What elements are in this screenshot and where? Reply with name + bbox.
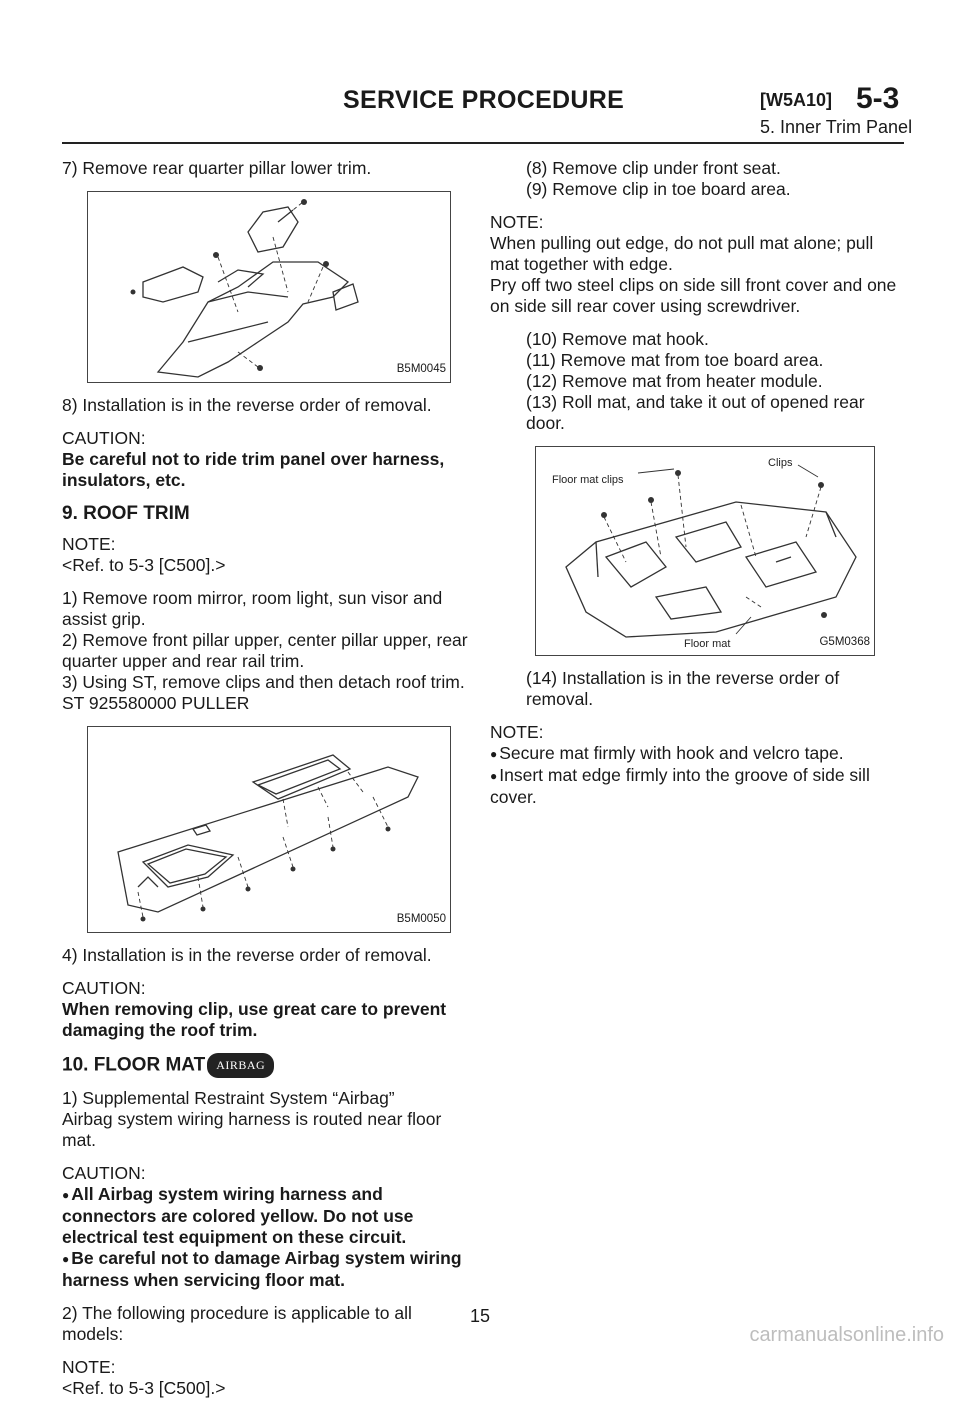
floor-mat-step-9: (9) Remove clip in toe board area. xyxy=(526,179,791,199)
note-label: NOTE: xyxy=(490,722,544,742)
floor-mat-step-1-detail: Airbag system wiring harness is routed near floor mat. xyxy=(62,1109,442,1150)
note-bullet: ● Insert mat edge firmly into the groove of side sill cover. xyxy=(490,765,905,808)
roof-trim-illustration xyxy=(88,727,450,932)
note-text: When pulling out edge, do not pull mat alone; pull mat together with edge. xyxy=(490,233,874,274)
floor-mat-step-13: (13) Roll mat, and take it out of opened rear door. xyxy=(526,392,865,433)
page-header xyxy=(0,0,960,137)
section-heading-floor-mat xyxy=(62,1053,477,1078)
note-label: NOTE: xyxy=(490,212,544,232)
special-tool: ST 925580000 PULLER xyxy=(62,693,250,713)
roof-trim-step-2: 2) Remove front pillar upper, center pillar upper, rear quarter upper and rear rail trim. xyxy=(62,630,468,671)
roof-trim-step-3: 3) Using ST, remove clips and then detach roof trim. xyxy=(62,672,465,692)
step-8: 8) Installation is in the reverse order of removal. xyxy=(62,395,432,415)
floor-mat-illustration xyxy=(536,447,874,655)
roof-trim-step-4: 4) Installation is in the reverse order of removal. xyxy=(62,945,432,965)
figure-caption: G5M0368 xyxy=(819,636,870,648)
watermark: carmanualsonline.info xyxy=(749,1324,944,1346)
page-title: SERVICE PROCEDURE xyxy=(343,86,625,114)
caution-label: CAUTION: xyxy=(62,1163,146,1183)
figure-roof-trim xyxy=(87,726,451,933)
caution-label: CAUTION: xyxy=(62,978,146,998)
figure-caption: B5M0050 xyxy=(396,913,446,925)
floor-mat-step-2: 2) The following procedure is applicable to all models: xyxy=(62,1303,412,1344)
floor-mat-step-8: (8) Remove clip under front seat. xyxy=(526,158,781,178)
figure-floor-mat xyxy=(535,446,875,656)
note-text: Pry off two steel clips on side sill front cover and one on side sill rear cover using screwdriver. xyxy=(490,275,897,316)
fig-label-floor-mat-clips: Floor mat clips xyxy=(552,474,624,486)
floor-mat-step-10: (10) Remove mat hook. xyxy=(526,329,709,349)
section-number: 5-3 xyxy=(856,82,900,115)
floor-mat-step-11: (11) Remove mat from toe board area. xyxy=(526,350,824,370)
figure-caption: B5M0045 xyxy=(396,363,446,375)
caution-bullet: ● Be careful not to damage Airbag system wiring harness when servicing floor mat. xyxy=(62,1248,477,1291)
section-heading-roof-trim: 9. ROOF TRIM xyxy=(62,503,190,524)
note-label: NOTE: xyxy=(62,1357,116,1377)
floor-mat-step-14: (14) Installation is in the reverse order of removal. xyxy=(526,668,840,709)
caution-text: Be careful not to ride trim panel over harness, insulators, etc. xyxy=(62,449,445,490)
roof-trim-step-1: 1) Remove room mirror, room light, sun visor and assist grip. xyxy=(62,588,443,629)
floor-mat-step-12: (12) Remove mat from heater module. xyxy=(526,371,823,391)
caution-label: CAUTION: xyxy=(62,428,146,448)
fig-label-clips: Clips xyxy=(768,457,793,469)
section-code: [W5A10] xyxy=(760,90,833,110)
note-label: NOTE: xyxy=(62,534,116,554)
note-bullet: ● Secure mat firmly with hook and velcro tape. xyxy=(490,743,905,765)
airbag-icon: AIRBAG xyxy=(207,1053,274,1078)
step-7: 7) Remove rear quarter pillar lower trim. xyxy=(62,158,372,178)
right-column xyxy=(490,158,905,820)
page-number: 15 xyxy=(470,1306,491,1326)
note-ref: <Ref. to 5-3 [C500].> xyxy=(62,1378,226,1398)
caution-bullet: ● All Airbag system wiring harness and connectors are colored yellow. Do not use electrical test equipment on these circuit. xyxy=(62,1184,477,1248)
section-subtitle: 5. Inner Trim Panel xyxy=(760,117,913,137)
header-rule xyxy=(62,142,904,144)
floor-mat-step-1: 1) Supplemental Restraint System “Airbag” xyxy=(62,1088,395,1108)
figure-quarter-pillar-trim xyxy=(87,191,451,383)
quarter-pillar-trim-illustration xyxy=(88,192,450,382)
note-ref: <Ref. to 5-3 [C500].> xyxy=(62,555,226,575)
left-column xyxy=(62,158,477,1411)
fig-label-floor-mat: Floor mat xyxy=(684,638,731,650)
caution-text: When removing clip, use great care to prevent damaging the roof trim. xyxy=(62,999,447,1040)
floor-mat-title: 10. FLOOR MAT xyxy=(62,1054,206,1076)
